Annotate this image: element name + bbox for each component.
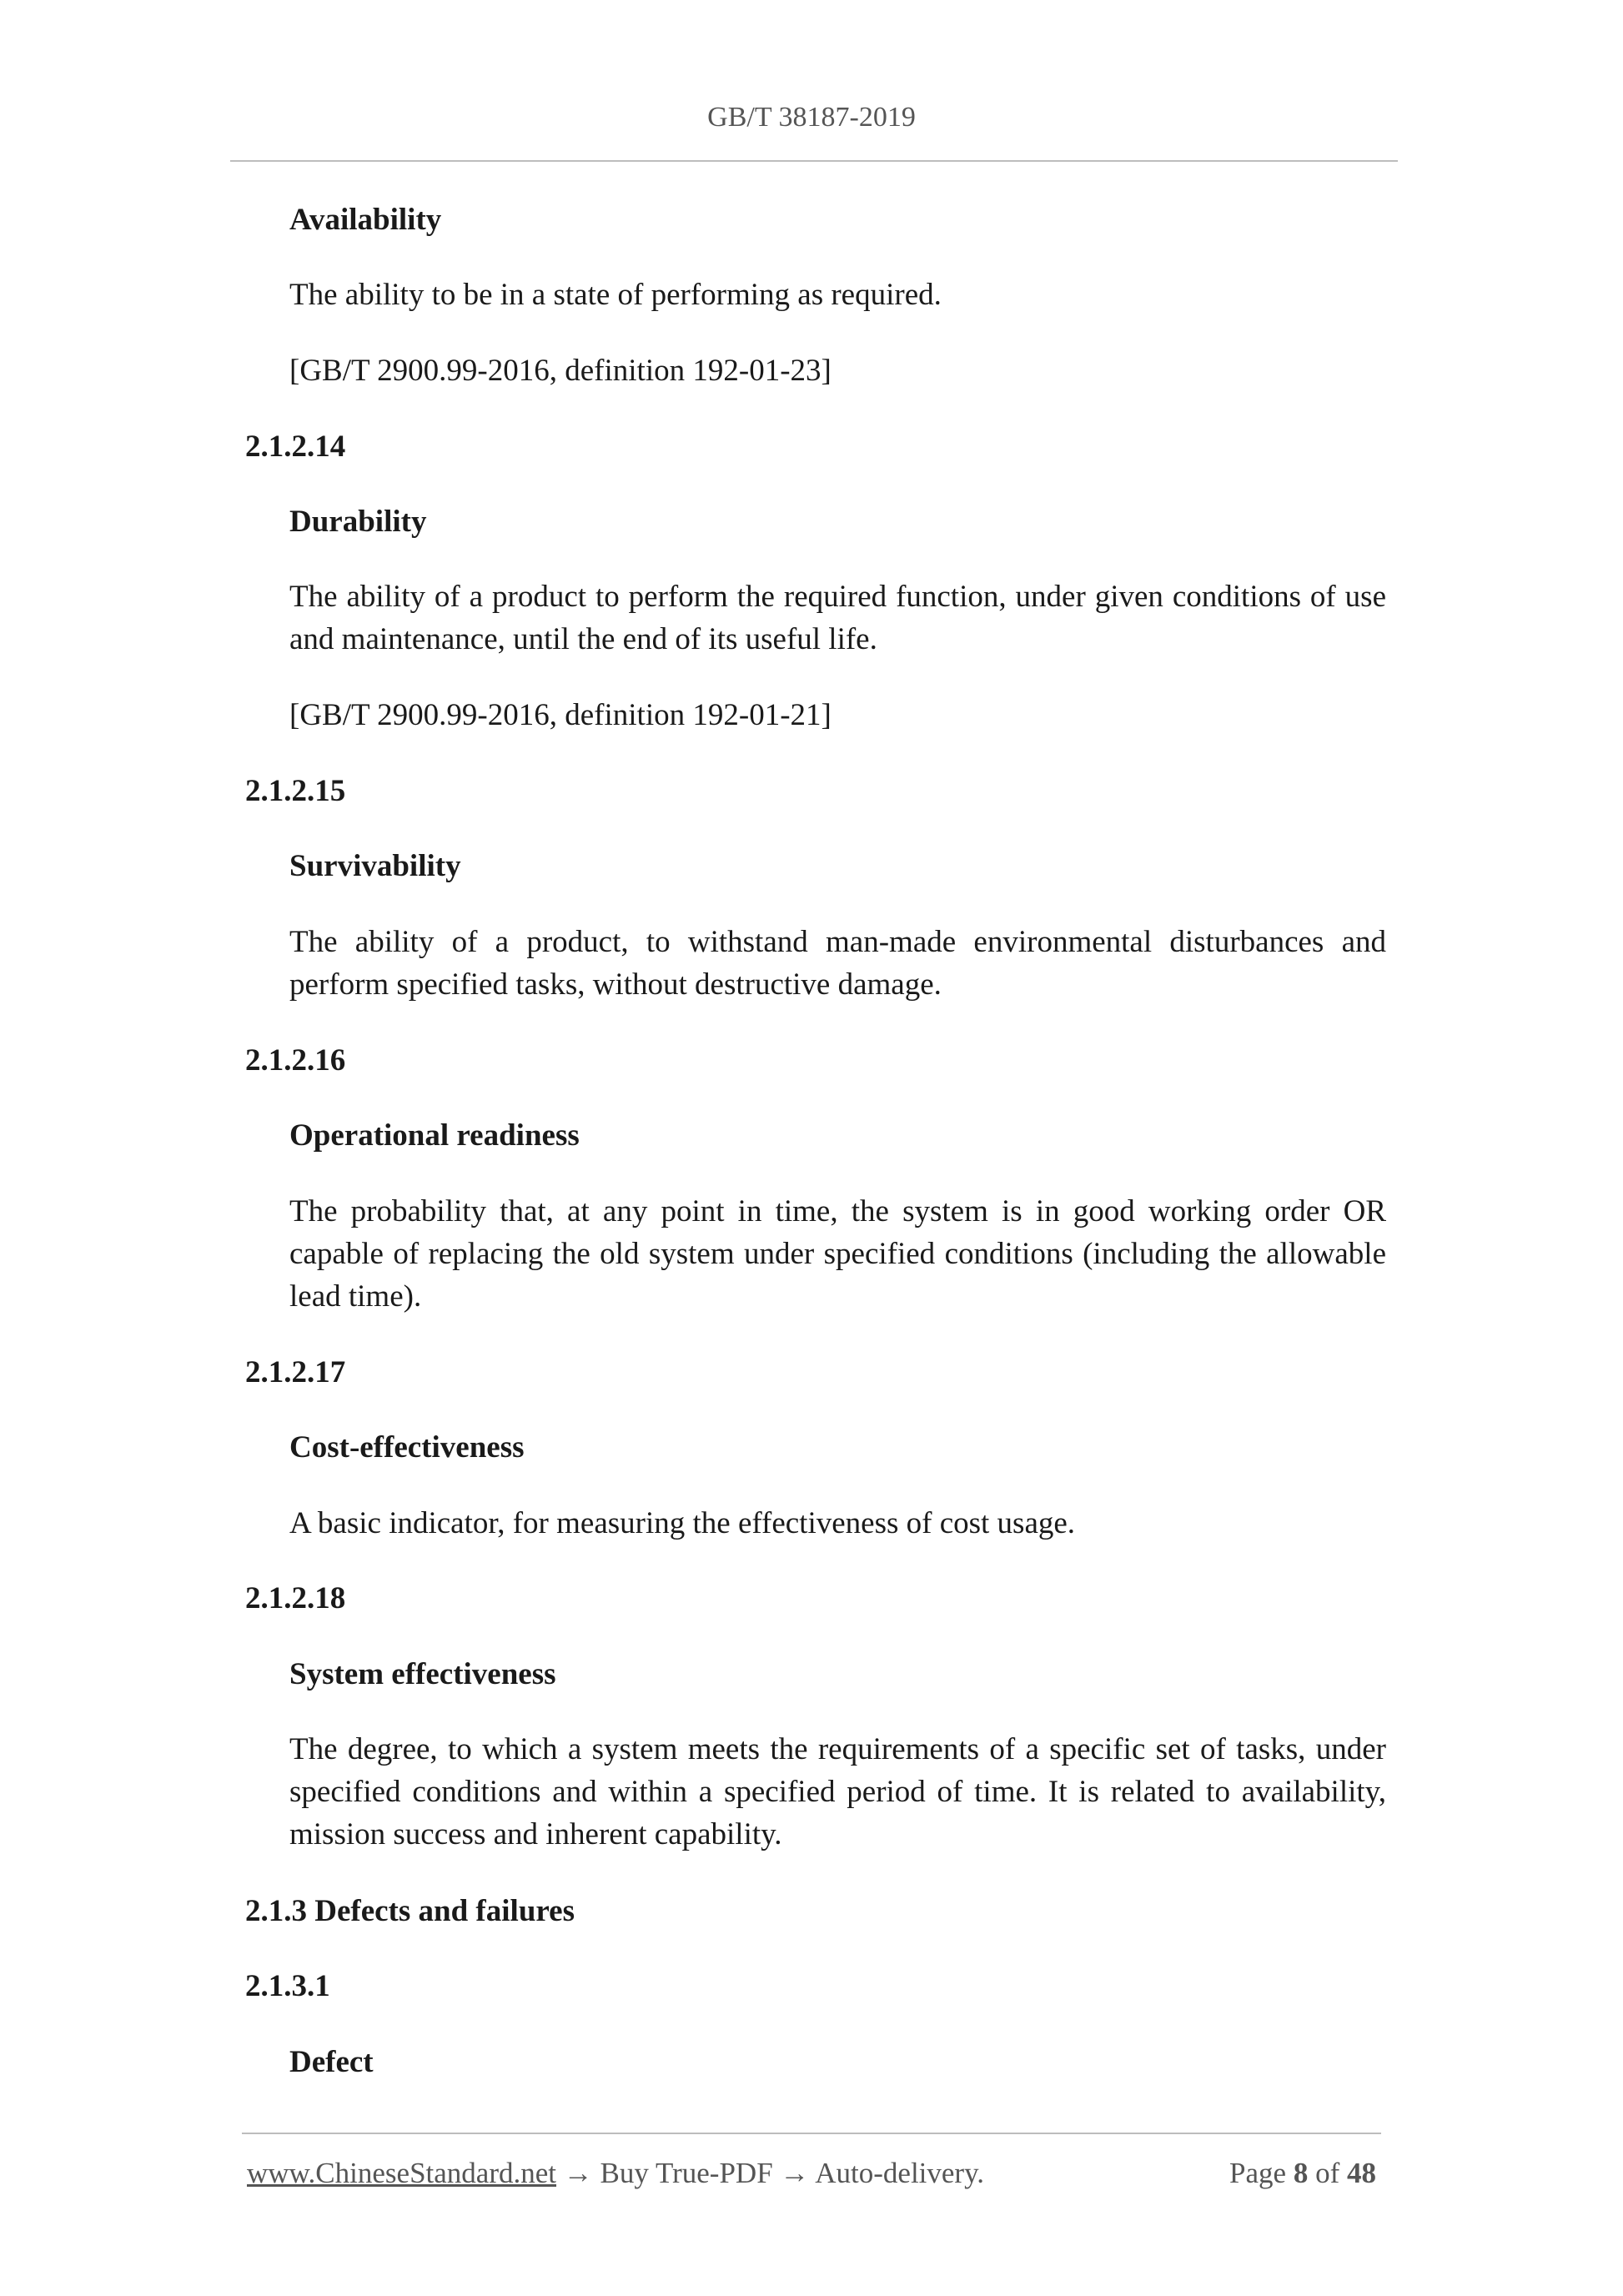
page-total: 48 xyxy=(1347,2157,1376,2189)
term-operational-readiness: Operational readiness xyxy=(289,1118,580,1153)
clause-number-2-1-2-15: 2.1.2.15 xyxy=(245,774,346,808)
arrow-right-icon: → xyxy=(563,2157,593,2189)
definition-operational-readiness: The probability that, at any point in time, the system is in good working order OR capable of replacing the old system under specified conditions (including the allowable lead time). xyxy=(289,1194,1386,1314)
header-divider xyxy=(230,160,1398,162)
buy-true-pdf-text: Buy True-PDF xyxy=(600,2157,773,2189)
page-label: Page xyxy=(1229,2157,1287,2189)
clause-number-2-1-2-18: 2.1.2.18 xyxy=(245,1581,346,1615)
definition-cost-effectiveness: A basic indicator, for measuring the effectiveness of cost usage. xyxy=(289,1506,1076,1540)
page-current: 8 xyxy=(1293,2157,1309,2189)
term-survivability: Survivability xyxy=(289,849,461,883)
term-defect: Defect xyxy=(289,2045,374,2079)
page-of-label: of xyxy=(1315,2157,1340,2189)
definition-system-effectiveness: The degree, to which a system meets the requirements of a specific set of tasks, under specified conditions and within a specified period of time. It is related to availability, mission success and inherent capability. xyxy=(289,1732,1386,1851)
clause-number-2-1-2-16: 2.1.2.16 xyxy=(245,1043,346,1078)
clause-number-2-1-3-1: 2.1.3.1 xyxy=(245,1969,330,2003)
reference-durability: [GB/T 2900.99-2016, definition 192-01-21] xyxy=(289,698,832,732)
reference-availability: [GB/T 2900.99-2016, definition 192-01-23] xyxy=(289,354,832,388)
auto-delivery-text: Auto-delivery. xyxy=(815,2157,985,2189)
document-header-title: GB/T 38187-2019 xyxy=(707,102,916,133)
footer-promo xyxy=(247,2157,984,2190)
definition-durability: The ability of a product to perform the required function, under given conditions of use and maintenance, until the end of its useful life. xyxy=(289,580,1386,656)
site-link[interactable]: www.ChineseStandard.net xyxy=(247,2157,556,2189)
clause-number-2-1-2-17: 2.1.2.17 xyxy=(245,1355,346,1389)
footer-divider xyxy=(242,2133,1381,2134)
arrow-right-icon: → xyxy=(780,2157,810,2189)
definition-availability: The ability to be in a state of performing as required. xyxy=(289,278,942,312)
page-indicator xyxy=(1229,2157,1376,2190)
term-availability: Availability xyxy=(289,203,442,237)
term-cost-effectiveness: Cost-effectiveness xyxy=(289,1430,525,1465)
term-durability: Durability xyxy=(289,505,427,539)
term-system-effectiveness: System effectiveness xyxy=(289,1657,556,1691)
section-heading-defects-and-failures: 2.1.3 Defects and failures xyxy=(245,1894,575,1928)
clause-number-2-1-2-14: 2.1.2.14 xyxy=(245,430,346,464)
definition-survivability: The ability of a product, to withstand man-made environmental disturbances and perform specified tasks, without destructive damage. xyxy=(289,925,1386,1002)
